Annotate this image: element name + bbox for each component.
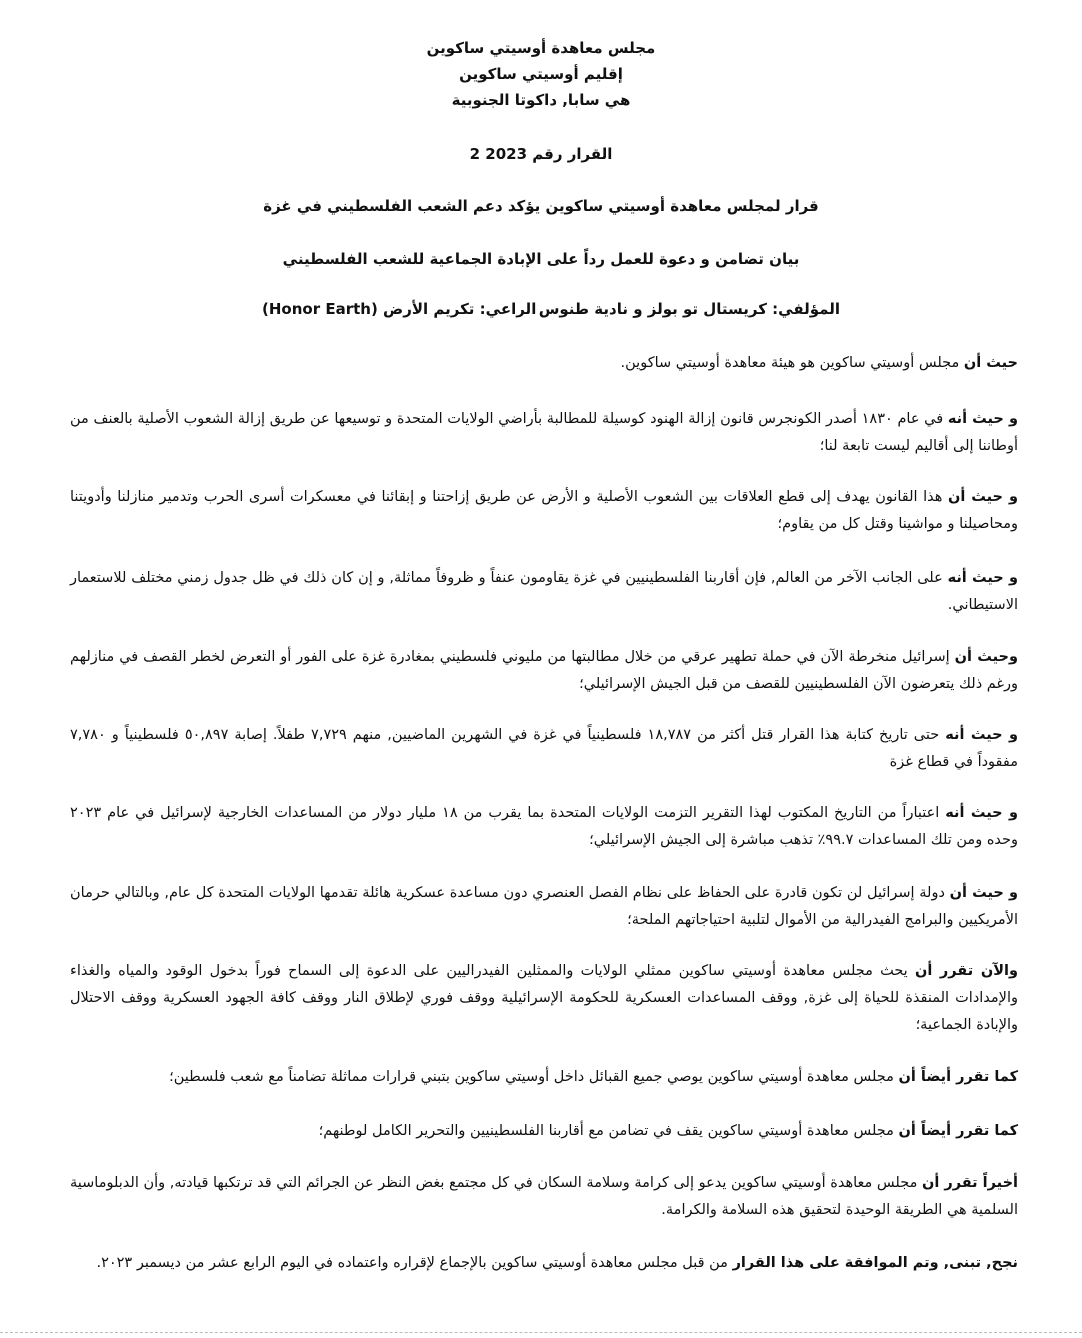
authors: المؤلفي: كريستال تو بولز و نادية طنوس [538,300,840,318]
clause-keyword: و حيث أنه [947,570,1018,586]
clause-10 [70,1064,1018,1091]
clause-keyword: و حيث أنه [945,805,1018,821]
clause-5 [70,644,1018,698]
clause-keyword: نجح, تبنى, وتم الموافقة على هذا القرار [732,1255,1018,1271]
clause-text: مجلس معاهدة أوسيتي ساكوين يدعو إلى كرامة وسلامة السكان في كل مجتمع بغض النظر عن الجرائم التي قد ترتكبها قيادته, وأن الدبلوماسية السلمية هي الطريقة الوحيدة لتحقيق هذه السلامة والكرامة. [70,1175,1018,1218]
clause-6 [70,722,1018,776]
clause-7 [70,800,1018,854]
clause-keyword: حيث أن [963,355,1018,371]
clause-text: في عام ١٨٣٠ أصدر الكونجرس قانون إزالة الهنود كوسيلة للمطالبة بأراضي الولايات المتحدة و توسيعها عن طريق إزالة الشعوب الأصلية بالعنف من أوطاننا إلى أقاليم ليست تابعة لنا؛ [70,411,1018,454]
clause-text: إسرائيل منخرطة الآن في حملة تطهير عرقي من خلال مطالبتها من مليوني فلسطيني بمغادرة غزة على الفور أو التعرض لخطر القصف في منازلهم ورغم ذلك يتعرضون الآن الفلسطينيين للقصف من قبل الجيش الإسرائيلي؛ [70,649,1018,692]
clause-keyword: والآن تقرر أن [914,963,1018,979]
clause-4 [70,565,1018,619]
clause-keyword: و حيث أنه [947,411,1018,427]
territory-name: إقليم أوسيتي ساكوين [459,65,623,83]
clause-8 [70,880,1018,934]
council-name: مجلس معاهدة أوسيتي ساكوين [426,39,656,57]
resolution-number: القرار رقم 2023 2 [469,145,613,163]
clause-text: اعتباراً من التاريخ المكتوب لهذا التقرير التزمت الولايات المتحدة بما يقرب من ١٨ مليار دولار من المساعدات الخارجية لإسرائيل في عام ٢٠٢٣ وحده ومن تلك المساعدات ٩٩.٧٪ تذهب مباشرة إلى الجيش الإسرائيلي؛ [70,805,1018,848]
clause-text: حتى تاريخ كتابة هذا القرار قتل أكثر من ١٨,٧٨٧ فلسطينياً في غزة في الشهرين الماضيين, منهم ٧,٧٢٩ طفلاً. إصابة ٥٠,٨٩٧ فلسطينياً و ٧,٧٨٠ مفقوداً في قطاع غزة [70,727,1018,770]
clause-keyword: كما تقرر أيضاً أن [898,1069,1018,1085]
clause-13 [70,1250,1018,1277]
clause-keyword: أخيراً تقرر أن [921,1175,1018,1191]
clause-keyword: كما تقرر أيضاً أن [898,1123,1018,1139]
clause-11 [70,1118,1018,1145]
clause-text: على الجانب الآخر من العالم, فإن أقاربنا الفلسطينيين في غزة يقاومون عنفاً و ظروفاً مماثلة, و إن كان ذلك في ظل جدول زمني مختلف للاستعمار الاستيطاني. [70,570,1018,613]
clause-text: يحث مجلس معاهدة أوسيتي ساكوين ممثلي الولايات والممثلين الفيدراليين على الدعوة إلى السماح فوراً بدخول الوقود والمياه والغذاء والإمدادات المنقذة للحياة إلى غزة, ووقف المساعدات العسكرية للحكومة الإسرائيلية ووقف فوري لإطلاق النار ووقف كافة الجهود العسكرية ووقف الاحتلال والإبادة الجماعية؛ [70,963,1018,1033]
clause-text: دولة إسرائيل لن تكون قادرة على الحفاظ على نظام الفصل العنصري دون مساعدة عسكرية هائلة تقدمها الولايات المتحدة كل عام, وبالتالي حرمان الأمريكيين والبرامج الفيدرالية من الأموال لتلبية احتياجاتهم الملحة؛ [70,885,1018,928]
clause-9 [70,958,1018,1039]
clause-text: هذا القانون يهدف إلى قطع العلاقات بين الشعوب الأصلية و الأرض عن طريق إزاحتنا و إبقائنا في معسكرات أسرى الحرب وتدمير منازلنا وأدويتنا ومحاصيلنا و مواشينا وقتل كل من يقاوم؛ [70,489,1018,532]
clause-3 [70,484,1018,538]
location: هي سابا, داكوتا الجنوبية [451,91,631,109]
resolution-title: قرار لمجلس معاهدة أوسيتي ساكوين يؤكد دعم الشعب الفلسطيني في غزة [263,197,819,215]
clause-keyword: و حيث أن [949,885,1018,901]
clause-text: مجلس معاهدة أوسيتي ساكوين يوصي جميع القبائل داخل أوسيتي ساكوين بتبني قرارات مماثلة تضامناً مع شعب فلسطين؛ [169,1069,899,1085]
clause-keyword: و حيث أن [947,489,1018,505]
clause-text: من قبل مجلس معاهدة أوسيتي ساكوين بالإجماع لإقراره واعتماده في اليوم الرابع عشر من ديسمبر ٢٠٢٣. [96,1255,733,1271]
clause-keyword: و حيث أنه [945,727,1018,743]
clause-12 [70,1170,1018,1224]
clause-text: مجلس أوسيتي ساكوين هو هيئة معاهدة أوسيتي ساكوين. [620,355,964,371]
resolution-subtitle: بيان تضامن و دعوة للعمل رداً على الإبادة الجماعية للشعب الفلسطيني [282,250,800,268]
clause-1 [70,350,1018,377]
authors-line [0,300,1082,326]
sponsor: الراعي: تكريم الأرض (Honor Earth) [262,300,537,318]
clause-keyword: وحيث أن [954,649,1018,665]
clause-text: مجلس معاهدة أوسيتي ساكوين يقف في تضامن مع أقاربنا الفلسطينيين والتحرير الكامل لوطنهم؛ [318,1123,899,1139]
clause-2 [70,406,1018,460]
page-bottom-divider [0,1332,1082,1333]
